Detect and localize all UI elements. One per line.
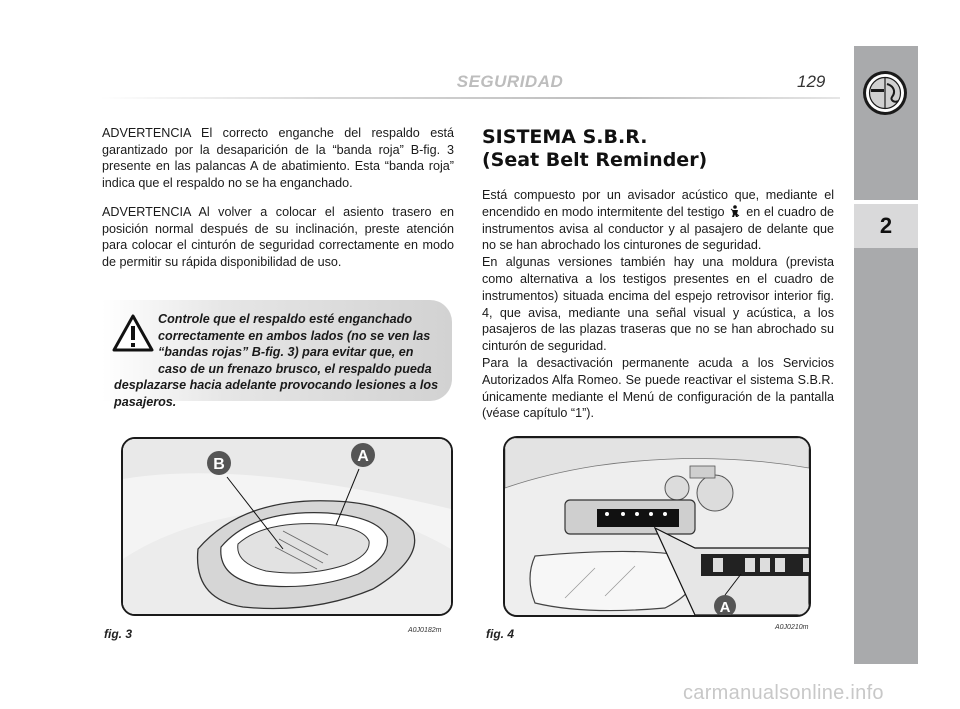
figure-3-caption: fig. 3 xyxy=(104,627,133,641)
side-tab xyxy=(854,46,918,664)
figure-3-label-a: A xyxy=(357,448,369,465)
right-column xyxy=(482,187,834,422)
seat-belt-warning-icon xyxy=(730,205,740,217)
section-heading xyxy=(482,126,707,172)
warning-text-block xyxy=(114,311,442,411)
figure-4-label-a: A xyxy=(719,599,731,615)
figure-4-illustration xyxy=(503,436,811,617)
mirror-sbr-drawing xyxy=(505,438,809,615)
brand-logo-icon xyxy=(862,70,908,116)
advertencia-paragraph-1: ADVERTENCIA El correcto enganche del respaldo está garantizado por la desaparición de la “banda roja” B-fig. 3 presente en las palancas A de abatimiento. Esta “banda roja” indica que el respaldo no se ha enganchado. xyxy=(102,126,454,191)
page-number: 129 xyxy=(797,72,826,91)
heading-line-1: SISTEMA S.B.R. xyxy=(482,126,648,148)
figure-3-illustration xyxy=(121,437,453,616)
figure-3-label-b: B xyxy=(213,456,225,473)
heading-line-2: (Seat Belt Reminder) xyxy=(482,149,708,171)
sbr-paragraph-1: Está compuesto por un avisador acústico que, mediante el encendido en modo intermitente del testigo en el cuadro de instrumentos avisa al conductor y al pasajero de delante que no se han abrochado los cinturones de seguridad. xyxy=(482,188,835,253)
header-rule xyxy=(100,97,840,99)
figure-4-caption: fig. 4 xyxy=(486,627,515,641)
figure-3-code: A0J0182m xyxy=(408,627,442,634)
seat-lever-drawing xyxy=(123,439,451,614)
advertencia-paragraph-2: ADVERTENCIA Al volver a colocar el asiento trasero en posición normal después de su inclinación, preste atención para colocar el cinturón de seguridad correctamente en modo de permitir su rápida disponibilidad de uso. xyxy=(102,204,454,269)
watermark: carmanualsonline.info xyxy=(683,682,884,704)
warning-text: Controle que el respaldo esté enganchado correctamente en ambos lados (no se ven las “bandas rojas” B-fig. 3) para evitar que, en caso de un frenazo brusco, el respaldo pueda desplazarse hacia adelante provocando lesiones a los pasajeros. xyxy=(114,312,439,409)
sbr-paragraph-3: Para la desactivación permanente acuda a los Servicios Autorizados Alfa Romeo. Se puede reactivar el sistema S.B.R. únicamente mediante el Menú de configuración de la pantalla (véase capítulo “1”). xyxy=(482,355,834,421)
left-column xyxy=(102,125,454,283)
sbr-paragraph-2: En algunas versiones también hay una moldura (prevista como alternativa a los testigos presentes en el cuadro de instrumentos) situada encima del espejo retrovisor interior fig. 4, que avisa, mediante una señal visual y acústica, a los pasajeros de las plazas traseras que no se han abrochado su cinturón de seguridad. xyxy=(482,255,834,354)
figure-4-code: A0J0210m xyxy=(775,624,809,631)
chapter-number: 2 xyxy=(854,204,918,248)
warning-box xyxy=(102,300,452,409)
section-title: SEGURIDAD xyxy=(456,72,564,91)
